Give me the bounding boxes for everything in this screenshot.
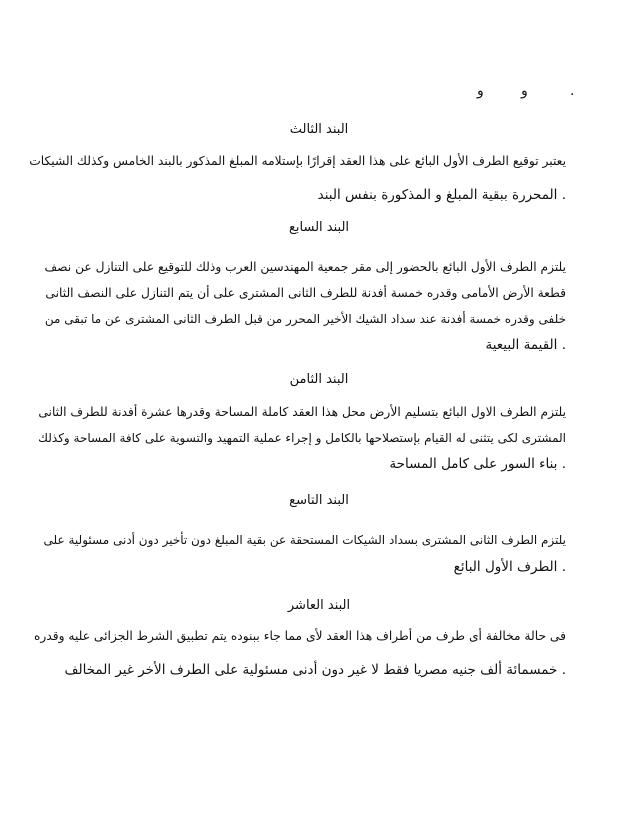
section-body-clause-3 — [28, 152, 566, 204]
body-line: خلفى وقدره خمسة أفدنة عند سداد الشيك الأخير المحرر من قبل الطرف الثانى المشترى عن ما تبقى من — [44, 312, 566, 326]
body-line: . الطرف الأول البائع — [453, 559, 566, 575]
top-mark-waw-1: و — [521, 83, 528, 99]
section-heading-clause-8: البند الثامن — [289, 372, 349, 387]
body-line: فى حالة مخالفة أى طرف من أطراف هذا العقد لأى مما جاء ببنوده يتم تطبيق الشرط الجزائى عليه وقدره — [33, 629, 566, 643]
body-line: المشترى لكى يتثنى له القيام بإستصلاحها بالكامل و إجراء عملية التمهيد والتسوية على كافة المساحة وكذلك — [38, 431, 566, 445]
section-body-clause-9 — [34, 531, 566, 576]
body-line: يعتبر توقيع الطرف الأول البائع على هذا العقد إقرارًا بإستلامه المبلغ المذكور بالبند الخامس وكذلك الشيكات — [29, 154, 566, 168]
top-mark-waw-2: و — [477, 83, 484, 99]
top-mark-period: . — [570, 83, 575, 99]
section-body-clause-8 — [32, 403, 566, 473]
body-line: يلتزم الطرف الأول البائع بالحضور إلى مقر جمعية المهندسين العرب وذلك للتوقيع على التنازل عن نصف — [44, 260, 566, 274]
body-line: . القيمة البيعية — [485, 337, 566, 353]
body-line: قطعة الأرض الأمامى وقدره خمسة أفدنة للطرف الثانى المشترى على أن يتم التنازل على النصف الثانى — [45, 286, 566, 300]
section-heading-clause-7: البند السابع — [288, 220, 350, 235]
section-heading-clause-3: البند الثالث — [289, 122, 349, 137]
section-body-clause-7 — [36, 258, 566, 354]
section-heading-clause-10: البند العاشر — [287, 598, 351, 613]
section-heading-clause-9: البند التاسع — [289, 493, 349, 508]
body-line: . بناء السور على كامل المساحة — [389, 456, 566, 472]
body-line: . المحررة ببقية المبلغ و المذكورة بنفس البند — [317, 187, 566, 203]
body-line: يلتزم الطرف الثانى المشترى بسداد الشيكات المستحقة عن بقية المبلغ دون تأخير دون أدنى مسئولية على — [43, 533, 566, 547]
section-body-clause-10 — [26, 627, 566, 679]
body-line: يلتزم الطرف الاول البائع بتسليم الأرض محل هذا العقد كاملة المساحة وقدرها عشرة أفدنة للطرف الثانى — [38, 405, 566, 419]
body-line: . خمسمائة ألف جنيه مصريا فقط لا غير دون أدنى مسئولية على الطرف الأخر غير المخالف — [64, 662, 566, 678]
